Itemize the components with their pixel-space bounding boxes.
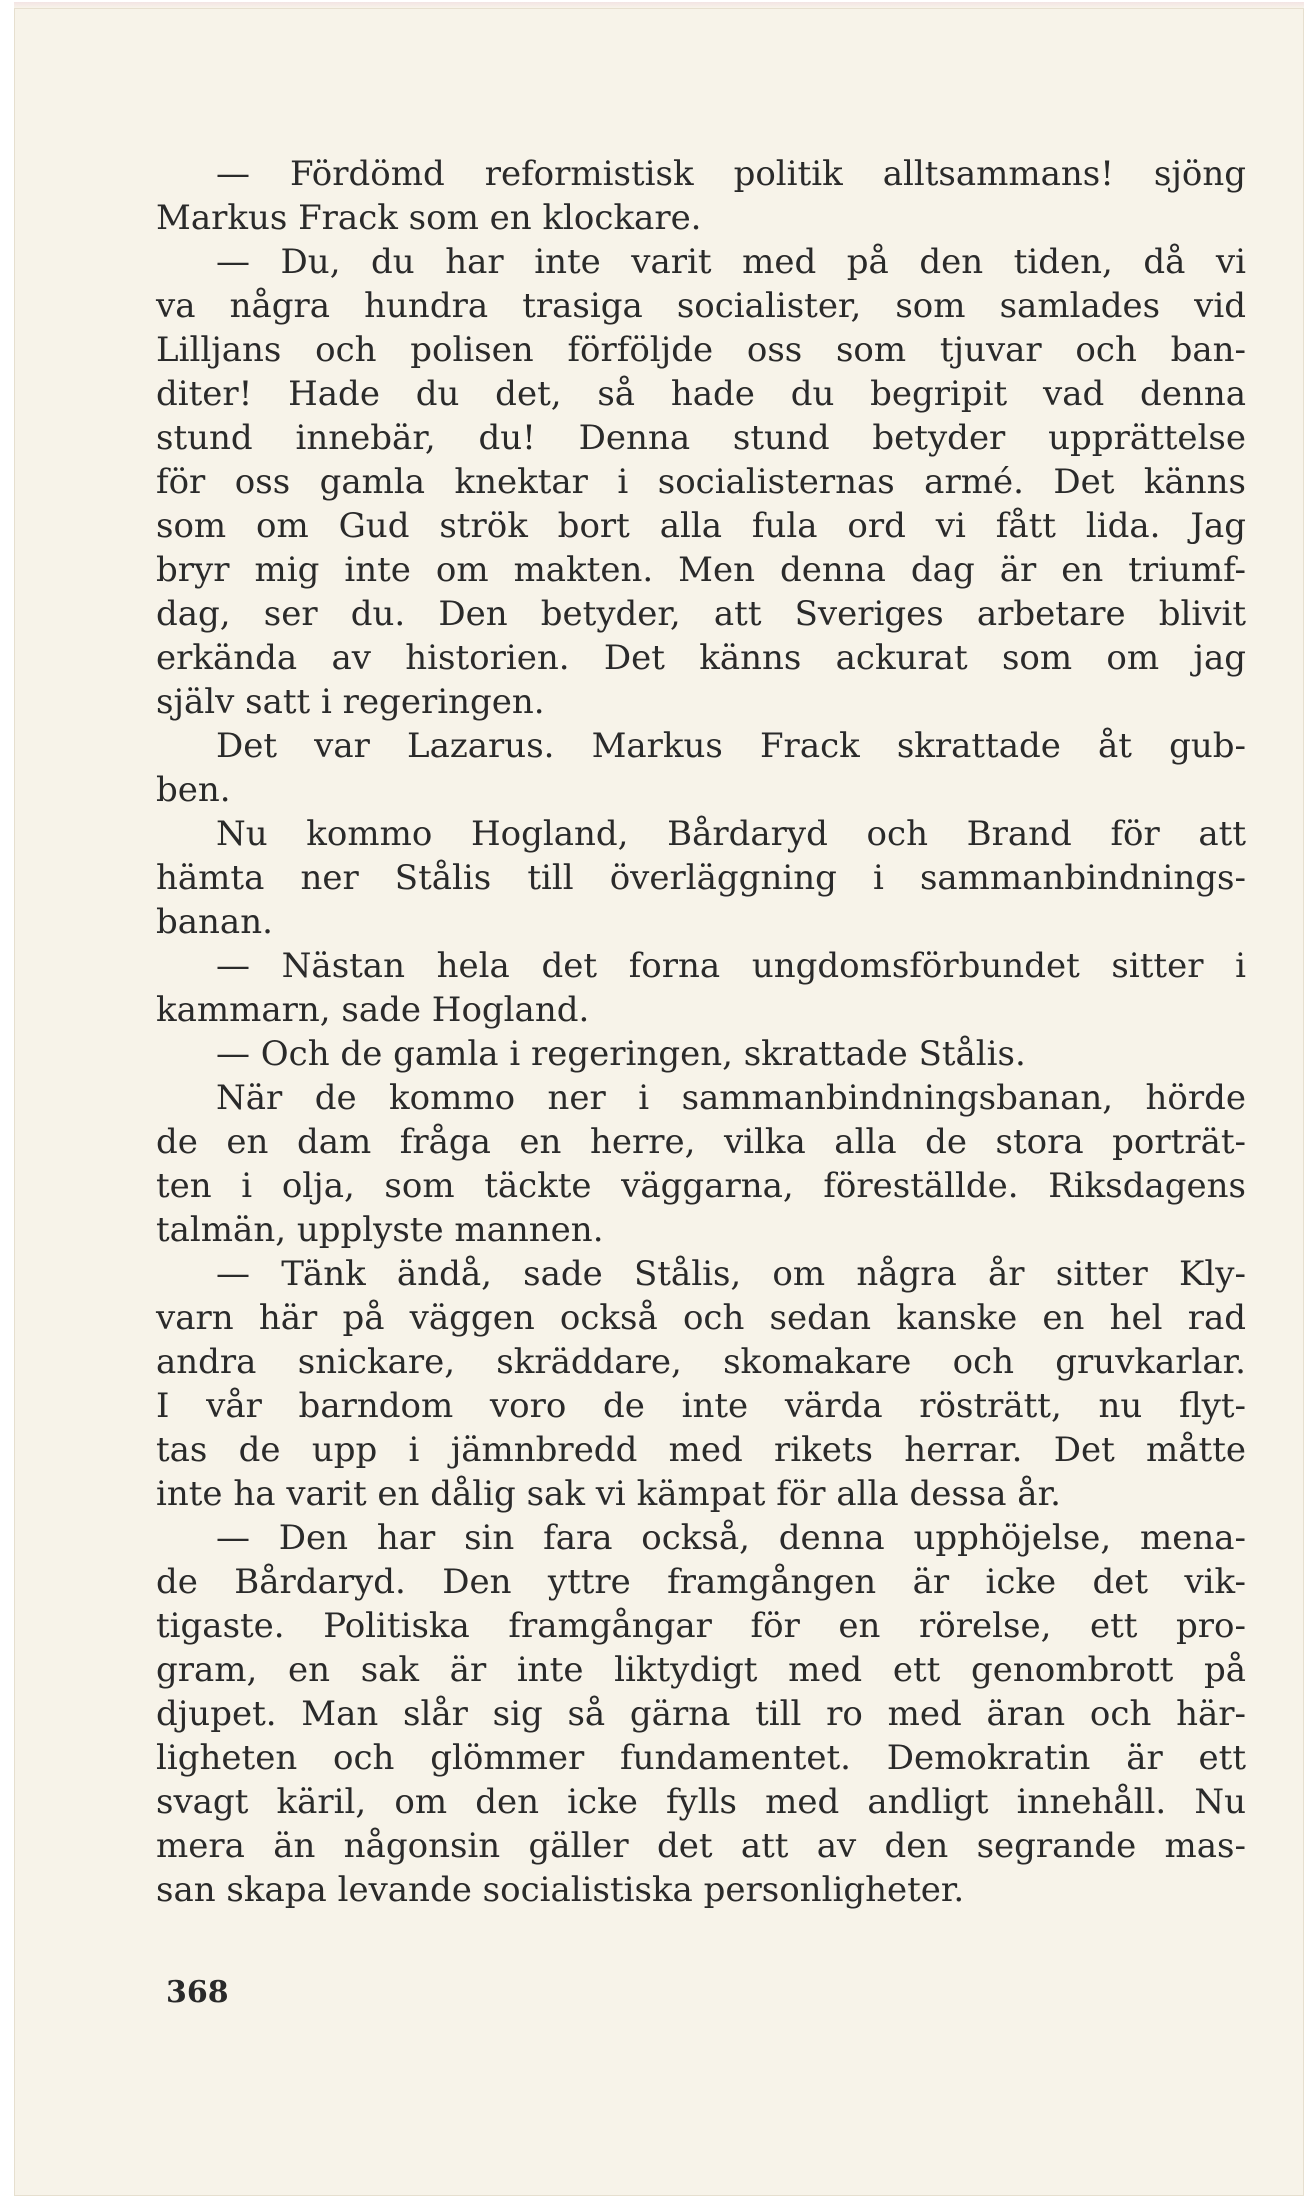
text-line: andra snickare, skräddare, skomakare och gruvkarlar. — [156, 1342, 1246, 1382]
text-line: för oss gamla knektar i socialisternas armé. Det känns — [156, 462, 1246, 502]
text-line: Markus Frack som en klockare. — [156, 198, 702, 238]
text-line: kammarn, sade Hogland. — [156, 990, 590, 1030]
text-line: ligheten och glömmer fundamentet. Demokratin är ett — [156, 1738, 1246, 1778]
body-text — [156, 152, 1246, 1912]
text-line: Lilljans och polisen förföljde oss som tjuvar och ban- — [156, 330, 1246, 370]
text-line: tas de upp i jämnbredd med rikets herrar. Det måtte — [156, 1430, 1246, 1470]
text-line: de en dam fråga en herre, vilka alla de stora porträt- — [156, 1122, 1246, 1162]
text-line: — Nästan hela det forna ungdomsförbundet sitter i — [216, 946, 1246, 986]
text-line: som om Gud strök bort alla fula ord vi fått lida. Jag — [156, 506, 1246, 546]
text-line: själv satt i regeringen. — [156, 682, 545, 722]
text-line: diter! Hade du det, så hade du begripit vad denna — [156, 374, 1246, 414]
text-line: — Den har sin fara också, denna upphöjelse, mena- — [216, 1518, 1246, 1558]
text-line: san skapa levande socialistiska personligheter. — [156, 1870, 965, 1910]
text-line: inte ha varit en dålig sak vi kämpat för alla dessa år. — [156, 1474, 1061, 1514]
text-line: I vår barndom voro de inte värda rösträtt, nu flyt- — [156, 1386, 1246, 1426]
text-line: Nu kommo Hogland, Bårdaryd och Brand för att — [216, 814, 1246, 854]
text-line: varn här på väggen också och sedan kanske en hel rad — [156, 1298, 1246, 1338]
text-line: — Fördömd reformistisk politik alltsammans! sjöng — [216, 154, 1246, 194]
text-line: banan. — [156, 902, 273, 942]
text-line: När de kommo ner i sammanbindningsbanan, hörde — [216, 1078, 1246, 1118]
text-line: mera än någonsin gäller det att av den segrande mas- — [156, 1826, 1246, 1866]
text-line: tigaste. Politiska framgångar för en rörelse, ett pro- — [156, 1606, 1246, 1646]
text-line: hämta ner Stålis till överläggning i sammanbindnings- — [156, 858, 1246, 898]
text-line: — Och de gamla i regeringen, skrattade Stålis. — [216, 1034, 1026, 1074]
text-line: ben. — [156, 770, 231, 810]
text-line: stund innebär, du! Denna stund betyder upprättelse — [156, 418, 1246, 458]
text-line: gram, en sak är inte liktydigt med ett genombrott på — [156, 1650, 1246, 1690]
text-line: svagt käril, om den icke fylls med andligt innehåll. Nu — [156, 1782, 1246, 1822]
text-line: de Bårdaryd. Den yttre framgången är icke det vik- — [156, 1562, 1246, 1602]
text-line: erkända av historien. Det känns ackurat som om jag — [156, 638, 1246, 678]
text-line: ten i olja, som täckte väggarna, föreställde. Riksdagens — [156, 1166, 1246, 1206]
text-line: dag, ser du. Den betyder, att Sveriges arbetare blivit — [156, 594, 1246, 634]
text-line: djupet. Man slår sig så gärna till ro med äran och här- — [156, 1694, 1246, 1734]
page-number: 368 — [166, 1975, 229, 2010]
text-line: Det var Lazarus. Markus Frack skrattade åt gub- — [216, 726, 1246, 766]
text-line: talmän, upplyste mannen. — [156, 1210, 604, 1250]
text-line: bryr mig inte om makten. Men denna dag är en triumf- — [156, 550, 1246, 590]
text-line: — Du, du har inte varit med på den tiden, då vi — [216, 242, 1246, 282]
text-line: — Tänk ändå, sade Stålis, om några år sitter Kly- — [216, 1254, 1246, 1294]
text-line: va några hundra trasiga socialister, som samlades vid — [156, 286, 1246, 326]
